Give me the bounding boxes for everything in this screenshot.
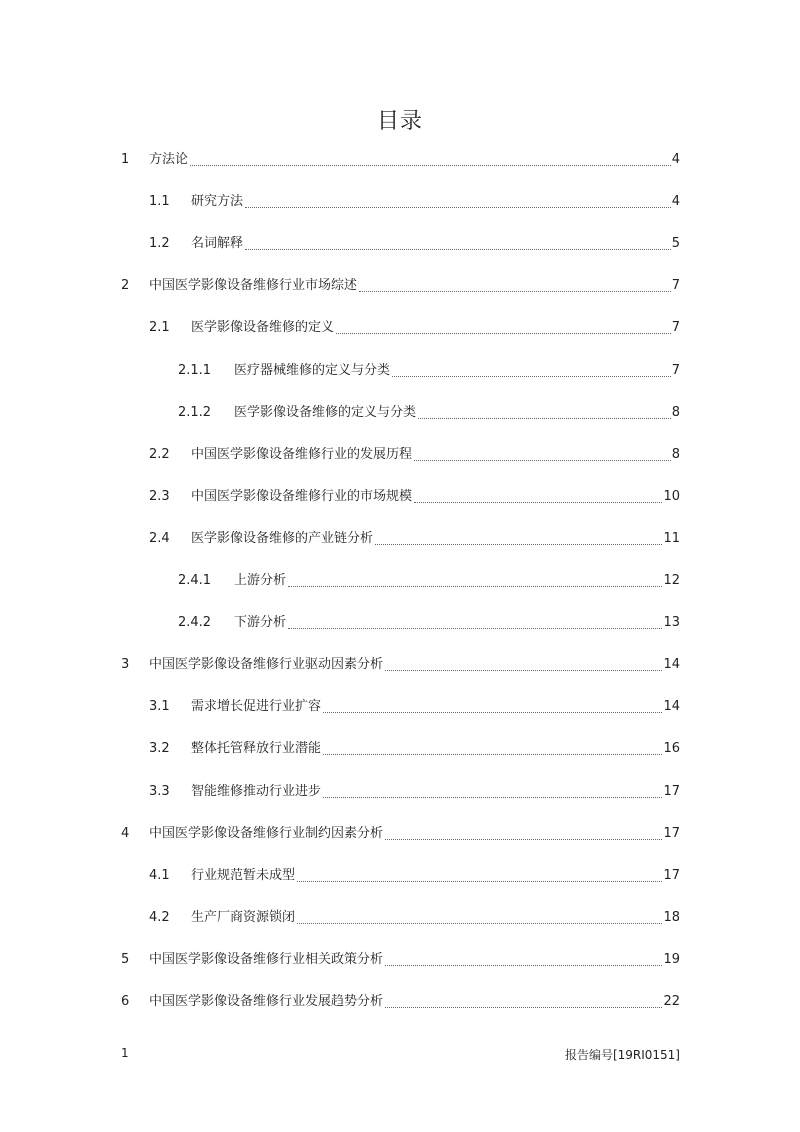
- footer-page-number: 1: [121, 1046, 129, 1060]
- toc-entry-label: 名词解释: [191, 236, 244, 251]
- toc-entry-number: 2.3: [149, 489, 170, 504]
- toc-entry-page: 10: [663, 489, 680, 504]
- toc-entry-number: 4: [121, 826, 130, 841]
- toc-dot-leader: [245, 249, 671, 250]
- toc-entry[interactable]: [149, 234, 680, 254]
- toc-entry[interactable]: [121, 992, 680, 1012]
- toc-dot-leader: [414, 460, 671, 461]
- toc-entry-label: 中国医学影像设备维修行业市场综述: [149, 278, 358, 293]
- toc-entry-page: 17: [663, 826, 680, 841]
- toc-entry-page: 7: [671, 320, 680, 335]
- toc-dot-leader: [418, 418, 671, 419]
- toc-entry-label: 整体托管释放行业潜能: [191, 741, 322, 756]
- toc-entry[interactable]: [121, 655, 680, 675]
- toc-entry-number: 1.2: [149, 236, 170, 251]
- toc-entry-label: 下游分析: [234, 615, 287, 630]
- toc-entry-page: 13: [663, 615, 680, 630]
- toc-entry-label: 研究方法: [191, 194, 244, 209]
- toc-entry-label: 需求增长促进行业扩容: [191, 699, 322, 714]
- toc-dot-leader: [385, 839, 662, 840]
- toc-dot-leader: [190, 165, 671, 166]
- toc-entry-number: 4.1: [149, 868, 170, 883]
- toc-entry[interactable]: [121, 950, 680, 970]
- toc-entry-page: 16: [663, 741, 680, 756]
- toc-entry-page: 8: [671, 405, 680, 420]
- toc-entry-number: 2.1: [149, 320, 170, 335]
- toc-entry-page: 17: [663, 868, 680, 883]
- toc-entry-label: 上游分析: [234, 573, 287, 588]
- toc-entry-number: 2.4.2: [178, 615, 212, 630]
- toc-dot-leader: [375, 544, 662, 545]
- toc-dot-leader: [385, 670, 662, 671]
- toc-entry-page: 5: [671, 236, 680, 251]
- footer-report-code: 报告编号[19RI0151]: [564, 1048, 680, 1062]
- toc-entry[interactable]: [121, 150, 680, 170]
- toc-entry-number: 2.1.2: [178, 405, 212, 420]
- toc-entry-label: 中国医学影像设备维修行业的市场规模: [191, 489, 413, 504]
- toc-entry[interactable]: [149, 529, 680, 549]
- toc-entry-number: 2.2: [149, 447, 170, 462]
- toc-entry-page: 4: [671, 194, 680, 209]
- toc-entry-number: 3.2: [149, 741, 170, 756]
- toc-entry-number: 6: [121, 994, 130, 1009]
- toc-entry[interactable]: [178, 361, 680, 381]
- toc-entry-label: 中国医学影像设备维修行业制约因素分析: [149, 826, 384, 841]
- toc-entry-label: 中国医学影像设备维修行业相关政策分析: [149, 952, 384, 967]
- toc-entry-label: 生产厂商资源锁闭: [191, 910, 296, 925]
- toc-entry[interactable]: [149, 739, 680, 759]
- toc-entry[interactable]: [149, 908, 680, 928]
- toc-entry-page: 12: [663, 573, 680, 588]
- toc-entry-page: 8: [671, 447, 680, 462]
- toc-entry-page: 14: [663, 657, 680, 672]
- toc-entry-label: 中国医学影像设备维修行业发展趋势分析: [149, 994, 384, 1009]
- toc-entry-label: 医学影像设备维修的定义: [191, 320, 335, 335]
- toc-entry-number: 2.1.1: [178, 363, 212, 378]
- toc-entry[interactable]: [149, 192, 680, 212]
- toc-entry[interactable]: [178, 571, 680, 591]
- toc-entry-label: 智能维修推动行业进步: [191, 784, 322, 799]
- toc-entry-label: 医学影像设备维修的产业链分析: [191, 531, 374, 546]
- toc-entry-number: 2.4: [149, 531, 170, 546]
- toc-dot-leader: [245, 207, 671, 208]
- toc-entry-number: 1: [121, 152, 130, 167]
- toc-entry-page: 19: [663, 952, 680, 967]
- toc-entry-number: 2: [121, 278, 130, 293]
- toc-entry-page: 18: [663, 910, 680, 925]
- toc-entry[interactable]: [149, 445, 680, 465]
- toc-entry[interactable]: [149, 866, 680, 886]
- toc-entry-label: 医学影像设备维修的定义与分类: [234, 405, 417, 420]
- toc-entry[interactable]: [149, 697, 680, 717]
- toc-dot-leader: [414, 502, 662, 503]
- toc-entry[interactable]: [121, 276, 680, 296]
- toc-dot-leader: [288, 628, 662, 629]
- toc-entry-label: 中国医学影像设备维修行业的发展历程: [191, 447, 413, 462]
- toc-dot-leader: [288, 586, 662, 587]
- toc-entry[interactable]: [178, 403, 680, 423]
- toc-entry[interactable]: [178, 613, 680, 633]
- toc-dot-leader: [297, 923, 662, 924]
- toc-entry-label: 方法论: [149, 152, 189, 167]
- toc-entry[interactable]: [149, 318, 680, 338]
- toc-entry-page: 22: [663, 994, 680, 1009]
- toc-dot-leader: [323, 797, 662, 798]
- toc-dot-leader: [336, 333, 671, 334]
- toc-entry[interactable]: [121, 824, 680, 844]
- toc-dot-leader: [385, 965, 662, 966]
- toc-entry-page: 11: [663, 531, 680, 546]
- toc-dot-leader: [323, 754, 662, 755]
- toc-entry-number: 5: [121, 952, 130, 967]
- toc-entry-page: 7: [671, 278, 680, 293]
- toc-dot-leader: [392, 376, 671, 377]
- toc-entry-label: 医疗器械维修的定义与分类: [234, 363, 391, 378]
- toc-dot-leader: [297, 881, 662, 882]
- toc-title: 目录: [376, 109, 423, 134]
- toc-entry-page: 4: [671, 152, 680, 167]
- toc-dot-leader: [323, 712, 662, 713]
- toc-entry-number: 3: [121, 657, 130, 672]
- toc-entry-page: 14: [663, 699, 680, 714]
- toc-entry-number: 2.4.1: [178, 573, 212, 588]
- toc-entry-page: 7: [671, 363, 680, 378]
- toc-entry-number: 1.1: [149, 194, 170, 209]
- toc-entry-label: 中国医学影像设备维修行业驱动因素分析: [149, 657, 384, 672]
- toc-dot-leader: [359, 291, 671, 292]
- toc-entry-number: 3.1: [149, 699, 170, 714]
- toc-entry-number: 3.3: [149, 784, 170, 799]
- toc-entry[interactable]: [149, 782, 680, 802]
- toc-dot-leader: [385, 1007, 662, 1008]
- toc-entry-page: 17: [663, 784, 680, 799]
- toc-entry[interactable]: [149, 487, 680, 507]
- toc-entry-label: 行业规范暂未成型: [191, 868, 296, 883]
- toc-entry-number: 4.2: [149, 910, 170, 925]
